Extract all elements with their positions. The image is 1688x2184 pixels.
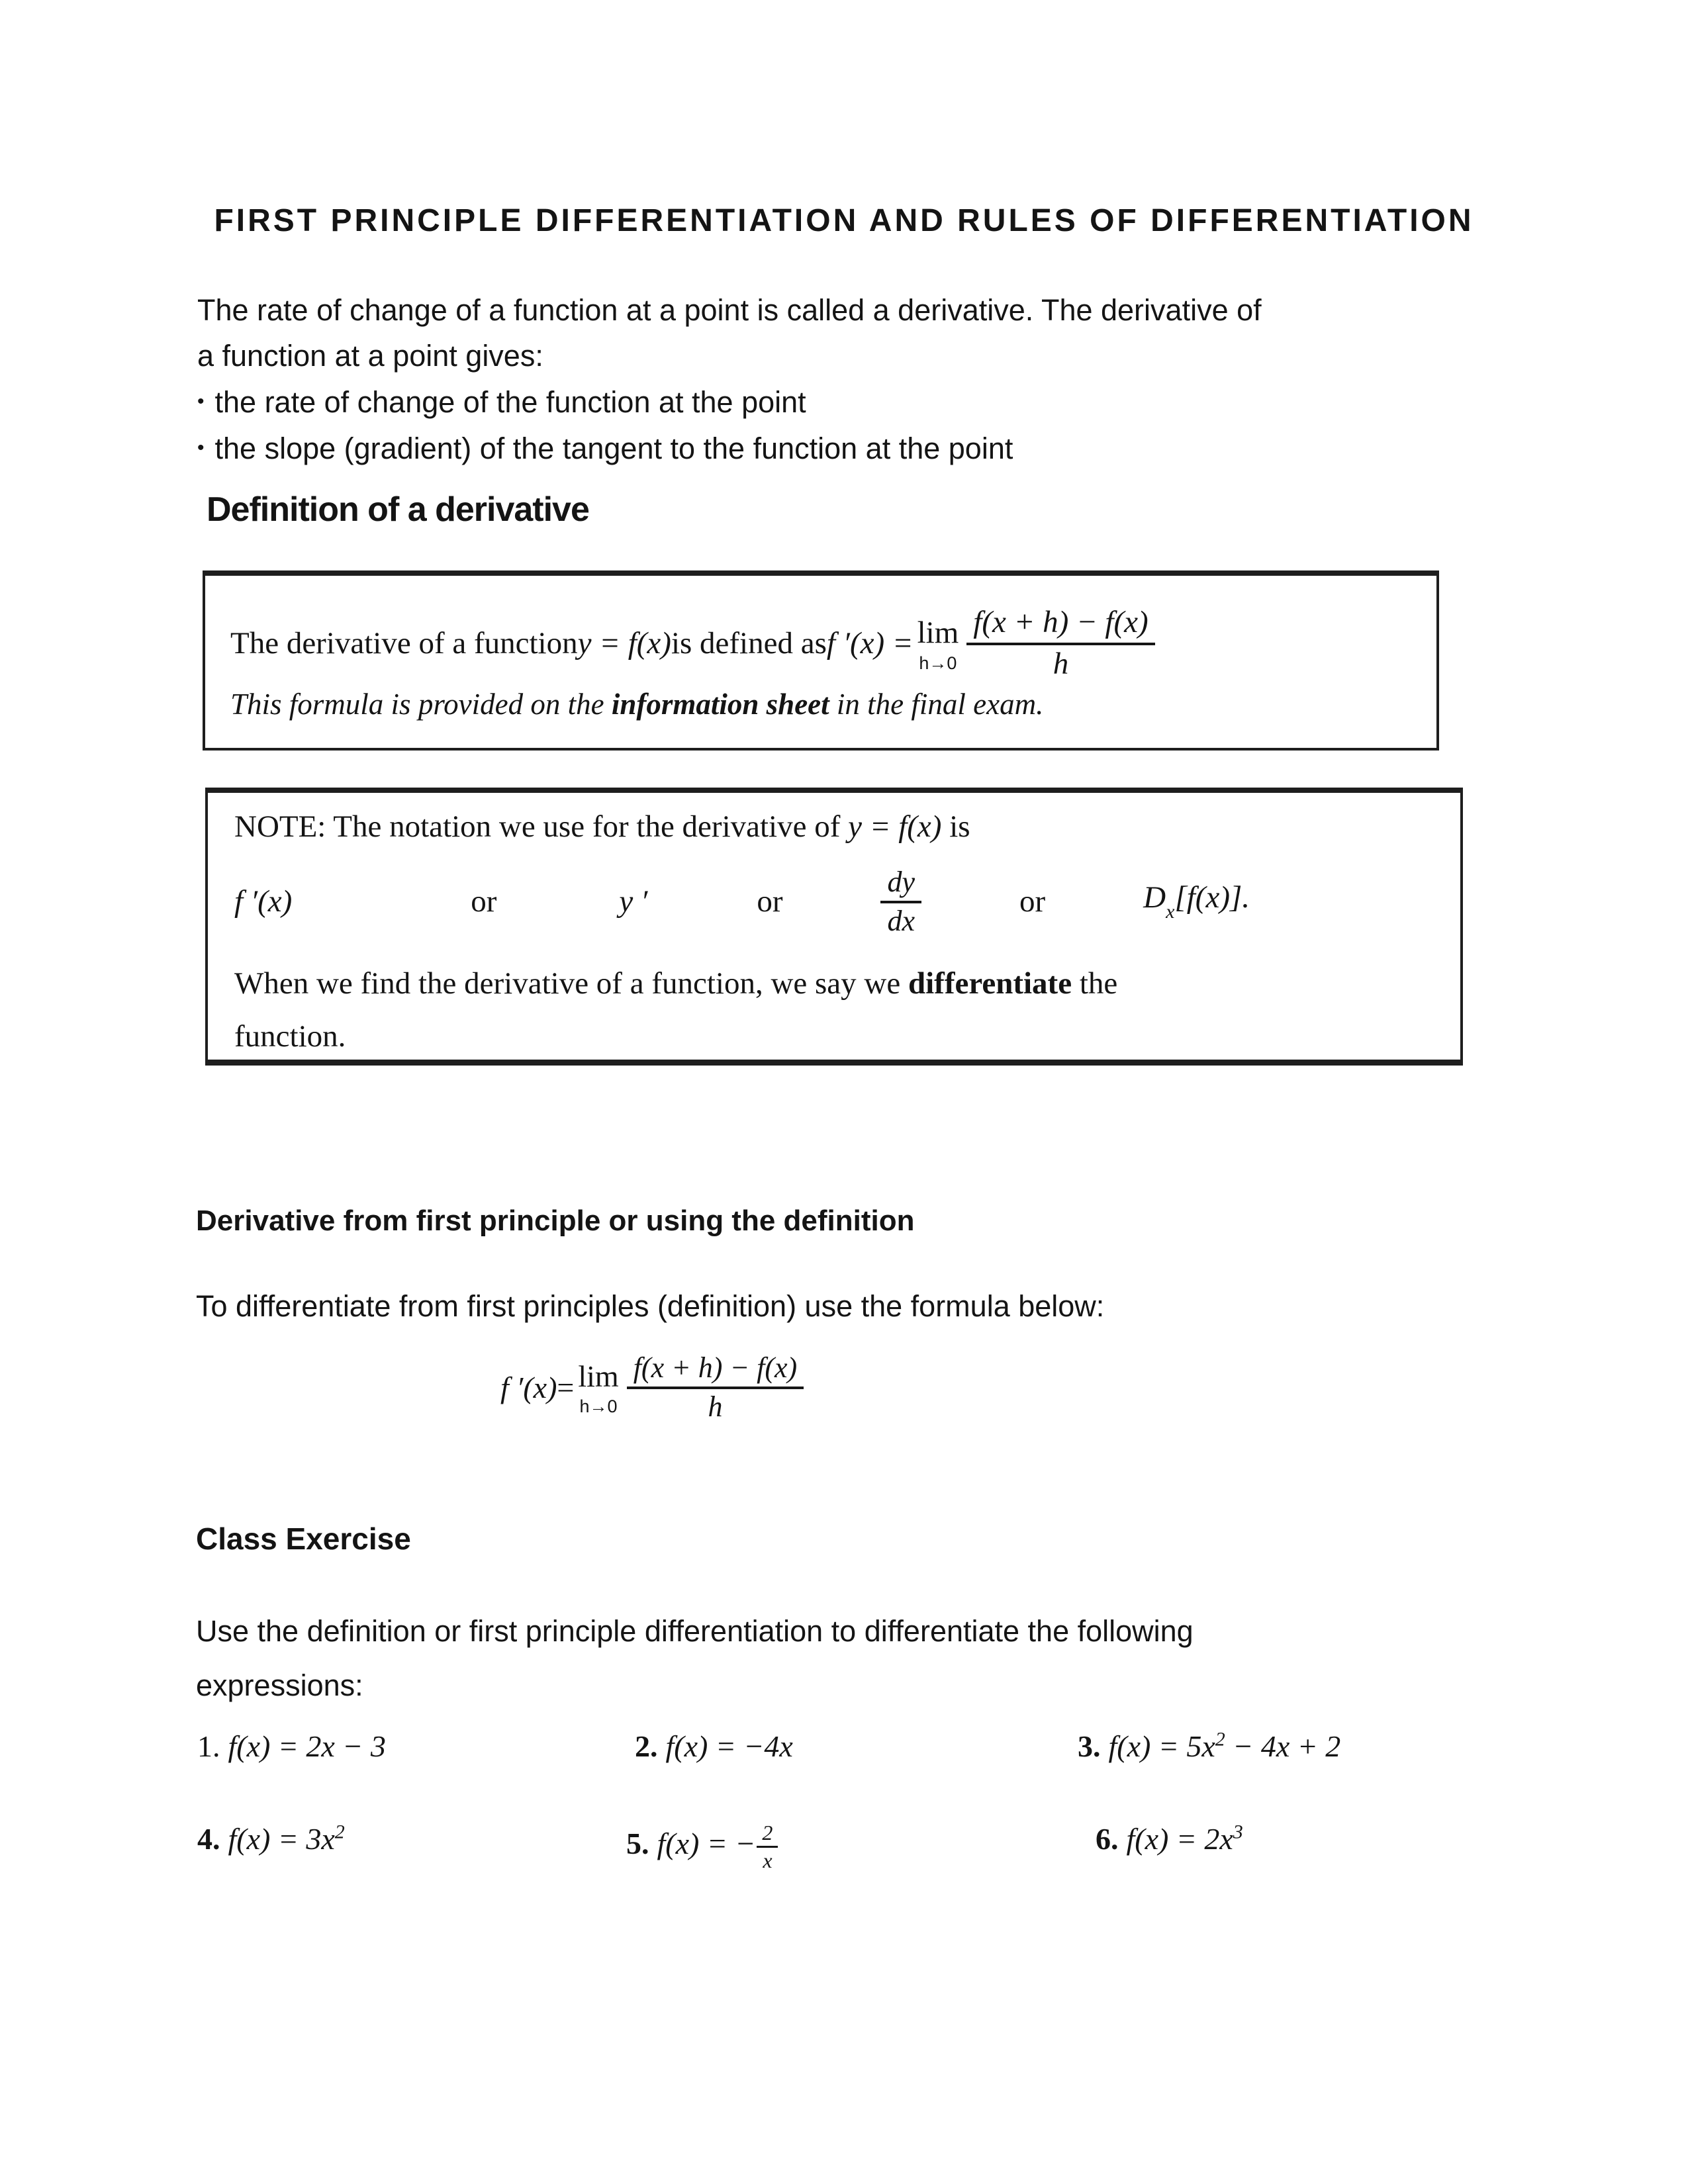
fraction-denominator: h xyxy=(708,1390,723,1424)
math-fragment: f(x) = 3x xyxy=(228,1822,335,1856)
note-box xyxy=(205,788,1463,1066)
math-fragment: f(x) = − xyxy=(657,1827,756,1861)
bullet-text: the slope (gradient) of the tangent to the function at the point xyxy=(214,432,1013,465)
math-fragment: D xyxy=(1143,880,1166,915)
math-fragment: f(x) = 5x xyxy=(1108,1729,1215,1764)
note-line xyxy=(234,809,1434,844)
page-title: FIRST PRINCIPLE DIFFERENTIATION AND RULES OF DIFFERENTIATION xyxy=(214,203,1474,238)
fraction-denominator: h xyxy=(1053,647,1069,681)
superscript: 3 xyxy=(1233,1821,1243,1843)
first-principle-heading: Derivative from first principle or using the definition xyxy=(196,1205,915,1237)
text-fragment: When we find the derivative of a function, we say we xyxy=(234,966,908,1001)
first-principle-sentence: To differentiate from first principles (definition) use the formula below: xyxy=(196,1289,1105,1323)
notation-dy-dx xyxy=(880,866,921,938)
lim-label: lim xyxy=(917,615,959,650)
math-fragment: f(x) = 2x xyxy=(1126,1822,1233,1856)
limit-stack xyxy=(578,1359,618,1416)
fraction xyxy=(966,605,1154,681)
math-fragment: f(x) = 2x − 3 xyxy=(228,1729,386,1764)
fraction-numerator: f(x + h) − f(x) xyxy=(627,1351,804,1389)
definition-formula-row xyxy=(230,605,1417,681)
text-fragment: is xyxy=(941,809,970,844)
instruction-line: Use the definition or first principle differentiation to differentiate the following xyxy=(196,1614,1194,1648)
superscript: 2 xyxy=(1215,1729,1225,1751)
bullet-icon: • xyxy=(197,390,205,412)
lim-subscript: h→0 xyxy=(919,653,957,673)
exercise-number: 4. xyxy=(197,1822,220,1856)
text-fragment: The derivative of a function xyxy=(230,626,578,660)
fraction-denominator: dx xyxy=(887,905,915,937)
text-fragment: differentiate xyxy=(908,966,1072,1001)
note-line: function. xyxy=(234,1019,346,1054)
intro-paragraph xyxy=(197,287,1262,471)
fraction-numerator: dy xyxy=(880,866,921,903)
bullet-item xyxy=(197,425,1262,471)
fraction xyxy=(627,1351,804,1424)
exercise-item-1 xyxy=(197,1729,386,1764)
notation-f-prime: f ′(x) xyxy=(234,884,293,919)
notation-y-prime: y ′ xyxy=(619,884,648,919)
exercise-expression xyxy=(666,1729,793,1763)
exercise-expression xyxy=(1109,1729,1341,1763)
text-fragment: in the final exam. xyxy=(829,687,1044,721)
or-text: or xyxy=(471,884,497,919)
exercise-expression xyxy=(657,1821,778,1873)
notation-row xyxy=(234,846,1434,957)
text-fragment: This formula is provided on the xyxy=(230,687,612,721)
fraction xyxy=(757,1821,778,1872)
class-exercise-heading: Class Exercise xyxy=(196,1522,411,1556)
exercise-number: 3. xyxy=(1078,1729,1101,1764)
or-text: or xyxy=(1019,884,1046,919)
bullet-icon: • xyxy=(197,437,205,459)
instruction-line: expressions: xyxy=(196,1668,363,1702)
math-fragment: f ′(x) xyxy=(500,1370,557,1404)
fraction-denominator: x xyxy=(763,1848,773,1873)
math-fragment: f ′(x) = xyxy=(826,626,914,660)
equals-sign: = xyxy=(557,1370,575,1404)
exercise-number: 6. xyxy=(1096,1822,1119,1856)
intro-line: a function at a point gives: xyxy=(197,339,543,373)
fraction-numerator: f(x + h) − f(x) xyxy=(966,605,1154,645)
text-fragment: the xyxy=(1072,966,1118,1001)
limit-stack xyxy=(917,615,959,672)
exercise-item-6 xyxy=(1096,1821,1243,1856)
math-fragment: y = f(x) xyxy=(848,809,942,844)
exercise-expression xyxy=(228,1822,345,1856)
definition-heading: Definition of a derivative xyxy=(207,490,589,529)
text-fragment: information sheet xyxy=(611,687,829,721)
intro-line: The rate of change of a function at a point is called a derivative. The derivative of xyxy=(197,293,1262,327)
subscript: x xyxy=(1166,901,1175,923)
superscript: 2 xyxy=(334,1821,345,1843)
text-fragment: is defined as xyxy=(671,626,827,660)
note-line xyxy=(234,957,1434,1010)
exercise-item-2 xyxy=(635,1729,793,1764)
exercise-number: 5. xyxy=(626,1827,649,1861)
math-fragment: [f(x)]. xyxy=(1174,880,1250,915)
exercise-item-5 xyxy=(626,1821,778,1872)
definition-note-line xyxy=(230,687,1417,721)
math-fragment: f(x) = −4x xyxy=(665,1729,793,1764)
math-fragment: y = f(x) xyxy=(577,626,671,660)
bullet-item xyxy=(197,379,1262,425)
bullet-text: the rate of change of the function at the point xyxy=(214,385,806,419)
lim-subscript: h→0 xyxy=(579,1396,618,1417)
exercise-number: 1. xyxy=(197,1729,220,1764)
definition-box xyxy=(203,570,1439,751)
notation-D-operator xyxy=(1143,880,1250,923)
note-label: NOTE: xyxy=(234,809,326,844)
math-fragment: − 4x + 2 xyxy=(1225,1729,1341,1764)
exercise-expression xyxy=(1127,1822,1243,1856)
exercise-item-3 xyxy=(1078,1729,1340,1764)
fraction-numerator: 2 xyxy=(757,1821,778,1848)
lim-label: lim xyxy=(578,1359,619,1394)
exercise-expression xyxy=(228,1729,386,1763)
exercise-item-4 xyxy=(197,1821,345,1856)
exercise-number: 2. xyxy=(635,1729,658,1764)
text-fragment: The notation we use for the derivative of xyxy=(326,809,849,844)
or-text: or xyxy=(757,884,783,919)
class-exercise-instructions xyxy=(196,1604,1194,1713)
first-principle-formula xyxy=(500,1351,804,1424)
